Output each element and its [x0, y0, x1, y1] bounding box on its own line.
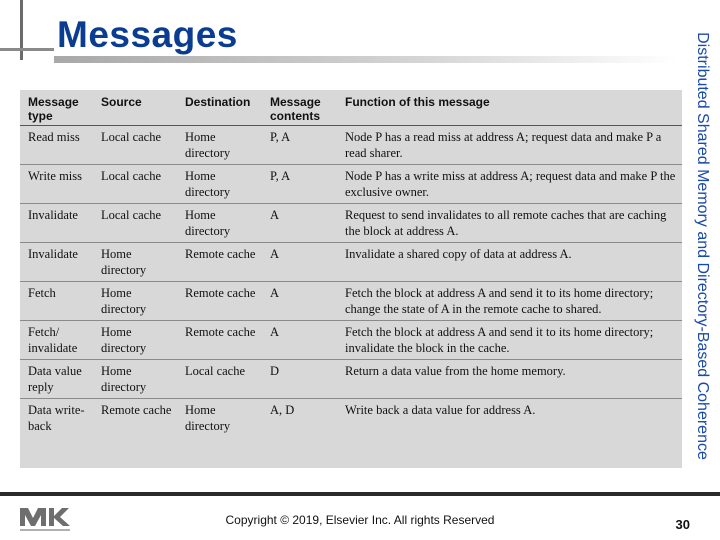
side-caption — [684, 0, 720, 492]
cell-message-type: Fetch — [28, 286, 56, 300]
cell-contents: A — [270, 208, 280, 222]
copyright-text: Copyright © 2019, Elsevier Inc. All rights Reserved — [225, 513, 495, 527]
cell-destination: Home directory — [185, 208, 231, 238]
cell-source: Home directory — [101, 247, 147, 277]
table-row — [20, 204, 682, 243]
header-function: Function of this message — [345, 95, 490, 109]
title-underline — [54, 56, 678, 63]
table-row — [20, 360, 682, 399]
cell-contents: A — [270, 247, 280, 261]
page-number: 30 — [675, 517, 690, 532]
messages-table-container — [20, 90, 682, 468]
cell-contents: P, A — [270, 169, 291, 183]
table-row — [20, 321, 682, 360]
cell-contents: A — [270, 286, 280, 300]
table-header-row — [20, 90, 682, 126]
cell-function: Node P has a write miss at address A; request data and make P the exclusive owner. — [345, 169, 676, 199]
corner-vertical-line — [20, 0, 23, 60]
cell-contents: P, A — [270, 130, 291, 144]
cell-message-type: Invalidate — [28, 247, 78, 261]
cell-destination: Remote cache — [185, 247, 256, 261]
cell-source: Home directory — [101, 364, 147, 394]
table-row — [20, 165, 682, 204]
cell-message-type: Invalidate — [28, 208, 78, 222]
table-row — [20, 282, 682, 321]
cell-message-type: Read miss — [28, 130, 80, 144]
cell-destination: Local cache — [185, 364, 246, 378]
cell-source: Home directory — [101, 325, 147, 355]
cell-source: Local cache — [101, 130, 162, 144]
cell-destination: Home directory — [185, 130, 231, 160]
cell-message-type: Write miss — [28, 169, 83, 183]
cell-destination: Remote cache — [185, 325, 256, 339]
header-message-contents: Message contents — [270, 95, 321, 123]
messages-table — [20, 90, 682, 437]
table-row — [20, 399, 682, 438]
cell-destination: Home directory — [185, 169, 231, 199]
side-caption-text: Distributed Shared Memory and Directory-Based Coherence — [694, 32, 711, 460]
cell-function: Return a data value from the home memory. — [345, 364, 566, 378]
cell-message-type: Data write-back — [28, 403, 85, 433]
table-row — [20, 243, 682, 282]
slide-title: Messages — [57, 14, 238, 55]
cell-message-type: Data value reply — [28, 364, 82, 394]
header-destination: Destination — [185, 95, 251, 109]
corner-horizontal-line — [0, 48, 54, 51]
cell-destination: Home directory — [185, 403, 231, 433]
cell-function: Node P has a read miss at address A; request data and make P a read sharer. — [345, 130, 662, 160]
header-message-type: Message type — [28, 95, 79, 123]
table-row — [20, 126, 682, 165]
header-source: Source — [101, 95, 142, 109]
cell-contents: D — [270, 364, 280, 378]
footer-divider — [0, 492, 720, 496]
cell-source: Local cache — [101, 208, 162, 222]
cell-function: Write back a data value for address A. — [345, 403, 536, 417]
cell-source: Local cache — [101, 169, 162, 183]
cell-function: Fetch the block at address A and send it to its home directory; invalidate the block in the cache. — [345, 325, 654, 355]
cell-message-type: Fetch/ invalidate — [28, 325, 78, 355]
cell-function: Fetch the block at address A and send it to its home directory; change the state of A in the remote cache to shared. — [345, 286, 654, 316]
cell-source: Remote cache — [101, 403, 172, 417]
cell-destination: Remote cache — [185, 286, 256, 300]
cell-source: Home directory — [101, 286, 147, 316]
cell-function: Request to send invalidates to all remote caches that are caching the block at address A. — [345, 208, 667, 238]
cell-contents: A, D — [270, 403, 295, 417]
cell-contents: A — [270, 325, 280, 339]
cell-function: Invalidate a shared copy of data at address A. — [345, 247, 572, 261]
